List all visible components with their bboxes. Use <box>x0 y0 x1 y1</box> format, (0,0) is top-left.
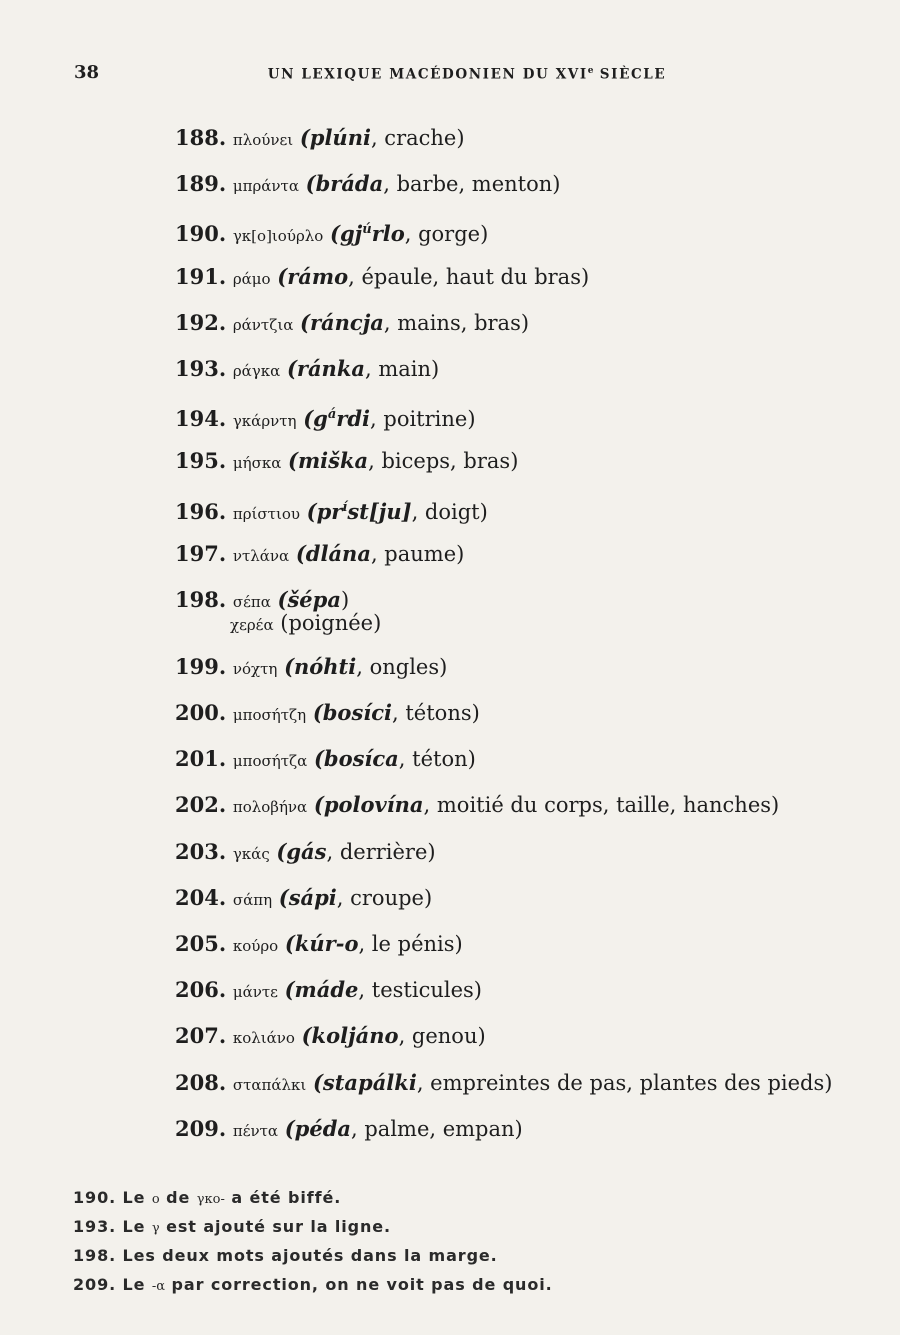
footnote-text: est ajouté sur la ligne. <box>159 1217 392 1236</box>
entry-number: 205. <box>175 931 227 956</box>
marginal-addition <box>175 613 832 635</box>
entry-number: 192. <box>175 309 227 335</box>
footnote <box>73 1241 553 1270</box>
greek-word: γκ[ο]ιούρλο <box>232 227 324 246</box>
greek-word: νόχτη <box>232 659 278 678</box>
transliteration: (nóhti <box>284 653 357 679</box>
transliteration-text: bráda <box>315 171 384 197</box>
transliteration-superscript: á <box>327 407 337 423</box>
transliteration: ($pr^íst[ju]$ <box>306 498 412 524</box>
footnote-text: a été biffé. <box>224 1188 342 1207</box>
lexicon-entry <box>175 644 832 690</box>
lexicon-entry <box>175 392 832 438</box>
gloss: , mains, bras) <box>383 310 530 335</box>
transliteration-text: bosíci <box>322 700 393 726</box>
transliteration-text: kúr-o <box>294 931 359 956</box>
entry-number: 197. <box>175 540 227 566</box>
transliteration: (kúr-o <box>284 931 359 956</box>
footnote-greek: -α <box>151 1279 166 1294</box>
greek-word: μάντε <box>232 983 278 1002</box>
gloss: , moitié du corps, taille, hanches) <box>423 793 780 818</box>
lexicon-entry <box>175 690 832 736</box>
transliteration: (ráncja <box>300 309 384 335</box>
running-title-superscript: e <box>587 66 594 76</box>
entry-number: 190. <box>175 221 227 247</box>
gloss: , gorge) <box>404 222 489 247</box>
page-number: 38 <box>74 62 100 83</box>
transliteration-text: dlána <box>305 540 371 566</box>
entry-number: 191. <box>175 263 227 289</box>
transliteration-text: nóhti <box>294 653 357 679</box>
greek-word: ράμο <box>232 269 271 288</box>
gloss: , main) <box>365 356 440 381</box>
gloss: , poitrine) <box>370 407 476 432</box>
transliteration: (stapálki <box>312 1069 417 1095</box>
footnote-text: de <box>159 1188 197 1207</box>
greek-word: σταπάλκι <box>232 1075 307 1094</box>
greek-word: πλούνει <box>232 131 294 149</box>
transliteration-superscript: ú <box>362 222 372 238</box>
entry-number: 203. <box>175 838 227 864</box>
greek-word: σάπη <box>232 890 273 909</box>
greek-word: μποσήτζη <box>232 706 307 725</box>
transliteration-text: plúni <box>309 125 371 150</box>
greek-word: μπράντα <box>232 177 299 196</box>
footnote-text: 198. Les deux mots ajoutés dans la marge. <box>73 1246 498 1265</box>
lexicon-entry <box>175 1060 832 1106</box>
entry-number: 200. <box>175 700 227 726</box>
greek-word: κούρο <box>232 937 279 955</box>
entry-number: 193. <box>175 355 227 381</box>
transliteration: (bosíca <box>313 746 399 772</box>
transliteration-text: koljáno <box>311 1023 399 1049</box>
greek-word: ντλάνα <box>232 546 290 565</box>
transliteration-text: gj <box>339 221 363 247</box>
transliteration-text: šépa <box>287 586 341 612</box>
lexicon-entry <box>175 485 832 531</box>
entry-number: 202. <box>175 792 227 818</box>
gloss: , téton) <box>398 747 476 772</box>
entry-number: 201. <box>175 746 227 772</box>
transliteration: (miška <box>288 448 369 474</box>
transliteration: ($g^árdi$ <box>303 406 371 432</box>
running-title <box>0 66 900 83</box>
greek-word: κολιάνο <box>232 1029 295 1048</box>
transliteration: (bosíci <box>312 700 393 726</box>
lexicon-entry <box>175 254 832 300</box>
transliteration-text: pr <box>316 498 343 524</box>
running-title-text: UN LEXIQUE MACÉDONIEN DU XVI <box>267 66 588 83</box>
footnote <box>73 1270 553 1299</box>
gloss: , le pénis) <box>358 932 463 956</box>
greek-word: χερέα <box>230 616 274 635</box>
gloss: , derrière) <box>326 839 436 864</box>
transliteration: (gás <box>276 838 327 864</box>
transliteration-text: g <box>313 406 328 432</box>
transliteration: (polovína <box>313 792 424 818</box>
transliteration: (rámo <box>277 263 349 289</box>
transliteration-text: ránka <box>296 355 365 381</box>
transliteration: (šépa <box>277 586 341 612</box>
entry-number: 194. <box>175 406 227 432</box>
footnote-greek: ο <box>151 1192 160 1207</box>
gloss: , tétons) <box>392 701 480 726</box>
gloss: , barbe, menton) <box>383 172 561 197</box>
lexicon-entry <box>175 736 832 782</box>
entry-number: 188. <box>175 125 227 150</box>
lexicon-entry <box>175 875 832 921</box>
greek-word: ράντζια <box>232 315 294 334</box>
transliteration-rest: rlo <box>371 221 405 247</box>
entry-number: 209. <box>175 1115 227 1141</box>
transliteration-text: polovína <box>323 792 424 818</box>
lexicon-entry <box>175 967 832 1013</box>
entry-number: 195. <box>175 448 227 474</box>
transliteration: ($gj^úrlo$ <box>330 221 405 247</box>
entry-number: 208. <box>175 1069 227 1095</box>
lexicon-entry <box>175 161 832 207</box>
transliteration: (sápi <box>278 884 337 910</box>
transliteration-text: miška <box>297 448 369 474</box>
footnote-text: par correction, on ne voit pas de quoi. <box>165 1275 553 1294</box>
lexicon-entry <box>175 1106 832 1152</box>
gloss: ) <box>340 587 350 612</box>
lexicon-entry <box>175 207 832 253</box>
footnote-text: 190. Le <box>73 1188 152 1207</box>
lexicon-entry <box>175 531 832 577</box>
gloss: , ongles) <box>356 654 448 679</box>
lexicon-entry <box>175 577 832 644</box>
transliteration-text: ráncja <box>309 309 384 335</box>
gloss: , biceps, bras) <box>368 449 519 474</box>
entry-number: 189. <box>175 171 227 197</box>
footnote <box>73 1183 553 1212</box>
lexicon-entry <box>175 115 832 161</box>
transliteration-text: sápi <box>288 884 337 910</box>
gloss: , genou) <box>398 1024 486 1049</box>
lexicon-entry <box>175 829 832 875</box>
greek-word: γκάρντη <box>232 412 297 431</box>
entry-number: 207. <box>175 1023 227 1049</box>
footnote-greek: γ <box>151 1221 160 1236</box>
gloss: , testicules) <box>358 978 482 1003</box>
lexicon-entry <box>175 438 832 484</box>
greek-word: μποσήτζα <box>232 752 308 771</box>
greek-word: γκάς <box>232 844 270 863</box>
footnote-greek: γκο- <box>196 1192 225 1207</box>
transliteration: (ránka <box>286 355 365 381</box>
gloss: , croupe) <box>336 885 433 910</box>
transliteration-text: péda <box>294 1115 351 1141</box>
gloss: , doigt) <box>411 499 488 524</box>
lexicon-entry <box>175 782 832 828</box>
entry-number: 199. <box>175 653 227 679</box>
transliteration-superscript: í <box>342 499 348 515</box>
lexicon-entry <box>175 346 832 392</box>
greek-word: ράγκα <box>232 361 281 380</box>
transliteration: (péda <box>284 1115 351 1141</box>
lexicon-entry <box>175 921 832 967</box>
footnote-text: 209. Le <box>73 1275 152 1294</box>
transliteration-text: gás <box>286 838 327 864</box>
lexicon-entry <box>175 300 832 346</box>
transliteration-text: stapálki <box>322 1069 417 1095</box>
transliteration-text: máde <box>294 977 359 1003</box>
footnotes <box>73 1183 553 1299</box>
gloss: (poignée) <box>273 611 382 636</box>
entry-number: 206. <box>175 977 227 1003</box>
greek-word: μήσκα <box>232 454 282 473</box>
transliteration: (dlána <box>295 540 371 566</box>
greek-word: σέπα <box>232 592 271 611</box>
footnote <box>73 1212 553 1241</box>
transliteration: (plúni <box>299 125 371 150</box>
lexicon-entries <box>175 115 832 1152</box>
transliteration-rest: st[ju] <box>347 498 412 524</box>
transliteration-text: rámo <box>287 263 349 289</box>
entry-number: 196. <box>175 498 227 524</box>
transliteration: (máde <box>284 977 359 1003</box>
greek-word: πρίστιου <box>232 504 300 523</box>
gloss: , empreintes de pas, plantes des pieds) <box>416 1070 833 1095</box>
gloss: , épaule, haut du bras) <box>348 264 590 289</box>
entry-number: 198. <box>175 586 227 612</box>
gloss: , crache) <box>370 126 465 150</box>
footnote-text: 193. Le <box>73 1217 152 1236</box>
greek-word: πέντα <box>232 1121 279 1140</box>
lexicon-entry <box>175 1013 832 1059</box>
transliteration: (bráda <box>305 171 384 197</box>
gloss: , palme, empan) <box>351 1116 523 1141</box>
transliteration-rest: rdi <box>336 406 371 432</box>
transliteration-text: bosíca <box>323 746 399 772</box>
transliteration: (koljáno <box>301 1023 399 1049</box>
gloss: , paume) <box>370 541 465 566</box>
greek-word: πολοβήνα <box>232 798 308 817</box>
running-title-end: SIÈCLE <box>593 66 667 83</box>
entry-number: 204. <box>175 884 227 910</box>
